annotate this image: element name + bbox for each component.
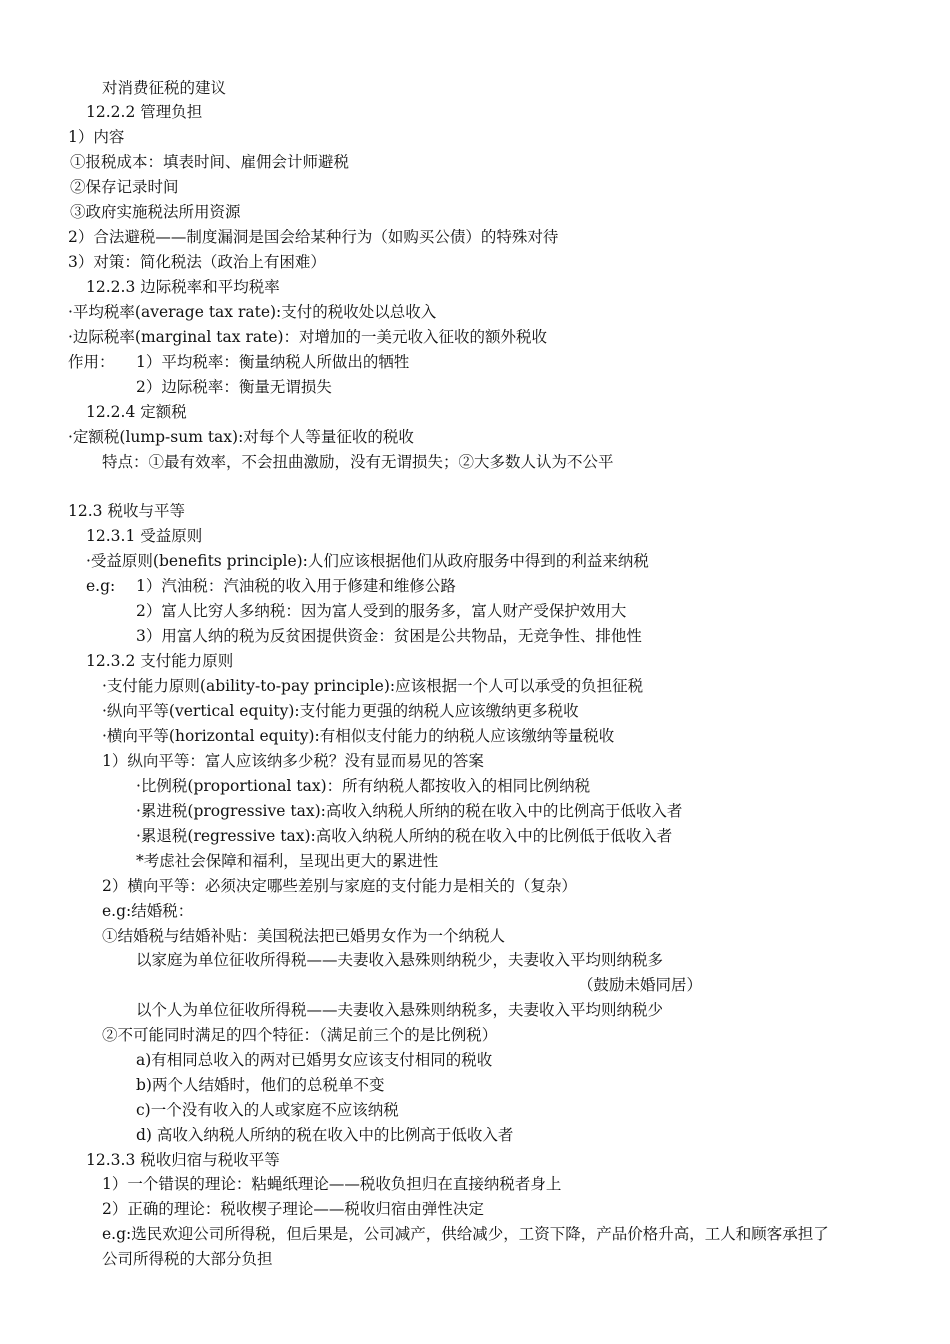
text-line: ·比例税(proportional tax)：所有纳税人都按收入的相同比例纳税	[136, 777, 591, 795]
text-line: ·横向平等(horizontal equity):有相似支付能力的纳税人应该缴纳等量税收	[102, 727, 615, 745]
text-line: 特点：①最有效率，不会扭曲激励，没有无谓损失；②大多数人认为不公平	[102, 453, 614, 471]
section-heading: 12.2.2 管理负担	[86, 103, 203, 121]
section-heading: 12.3 税收与平等	[68, 502, 185, 520]
text-line: a)有相同总收入的两对已婚男女应该支付相同的税收	[136, 1051, 493, 1069]
text-line: ·边际税率(marginal tax rate)：对增加的一美元收入征收的额外税收	[68, 328, 548, 346]
text-line: ·累退税(regressive tax):高收入纳税人所纳的税在收入中的比例低于低收入者	[136, 827, 673, 845]
text-line: ·平均税率(average tax rate):支付的税收处以总收入	[68, 303, 437, 321]
text-line: 1）平均税率：衡量纳税人所做出的牺牲	[136, 353, 410, 371]
text-line: 1）汽油税：汽油税的收入用于修建和维修公路	[136, 577, 456, 595]
text-line: 对消费征税的建议	[102, 79, 227, 97]
text-line: 2）边际税率：衡量无谓损失	[136, 378, 332, 396]
text-line: e.g:	[86, 577, 116, 595]
text-line: 以个人为单位征收所得税——夫妻收入悬殊则纳税多，夫妻收入平均则纳税少	[136, 1001, 664, 1019]
text-line: 3）对策：简化税法（政治上有困难）	[68, 253, 326, 271]
text-line: 公司所得税的大部分负担	[102, 1250, 273, 1268]
text-line: e.g:选民欢迎公司所得税，但后果是，公司减产，供给减少，工资下降，产品价格升高，工人和顾客承担了	[102, 1225, 829, 1243]
text-line: 1）一个错误的理论：粘蝇纸理论——税收负担归在直接纳税者身上	[102, 1175, 562, 1193]
text-line: ·定额税(lump-sum tax):对每个人等量征收的税收	[68, 428, 414, 446]
section-heading: 12.3.2 支付能力原则	[86, 652, 234, 670]
text-line: 2）合法避税——制度漏洞是国会给某种行为（如购买公债）的特殊对待	[68, 228, 559, 246]
text-line: 2）富人比穷人多纳税：因为富人受到的服务多，富人财产受保护效用大	[136, 602, 627, 620]
text-line: 1）内容	[68, 128, 125, 146]
text-line: 2）横向平等：必须决定哪些差别与家庭的支付能力是相关的（复杂）	[102, 877, 577, 895]
text-line: ①结婚税与结婚补贴：美国税法把已婚男女作为一个纳税人	[102, 927, 506, 945]
text-line: ①报税成本：填表时间、雇佣会计师避税	[70, 153, 350, 171]
text-line: 1）纵向平等：富人应该纳多少税？没有显而易见的答案	[102, 752, 484, 770]
section-heading: 12.2.4 定额税	[86, 403, 187, 421]
text-line: ·支付能力原则(ability-to-pay principle):应该根据一个人可以承受的负担征税	[102, 677, 644, 695]
text-line: *考虑社会保障和福利，呈现出更大的累进性	[136, 852, 439, 870]
text-line: b)两个人结婚时，他们的总税单不变	[136, 1076, 385, 1094]
text-line: 以家庭为单位征收所得税——夫妻收入悬殊则纳税少，夫妻收入平均则纳税多	[136, 951, 664, 969]
text-line: ·纵向平等(vertical equity):支付能力更强的纳税人应该缴纳更多税收	[102, 702, 579, 720]
text-line: d) 高收入纳税人所纳的税在收入中的比例高于低收入者	[136, 1126, 514, 1144]
section-heading: 12.3.1 受益原则	[86, 527, 203, 545]
text-line: c)一个没有收入的人或家庭不应该纳税	[136, 1101, 399, 1119]
section-heading: 12.2.3 边际税率和平均税率	[86, 278, 280, 296]
text-line: 3）用富人纳的税为反贫困提供资金：贫困是公共物品，无竞争性、排他性	[136, 627, 642, 645]
text-line: 2）正确的理论：税收楔子理论——税收归宿由弹性决定	[102, 1200, 484, 1218]
text-line: （鼓励未婚同居）	[578, 976, 703, 994]
text-line: ·受益原则(benefits principle):人们应该根据他们从政府服务中得到的利益来纳税	[86, 552, 649, 570]
text-line: ②保存记录时间	[70, 178, 179, 196]
text-line: ③政府实施税法所用资源	[70, 203, 241, 221]
text-line: 作用：	[68, 353, 115, 371]
section-heading: 12.3.3 税收归宿与税收平等	[86, 1151, 280, 1169]
text-line: e.g:结婚税：	[102, 902, 194, 920]
text-line: ②不可能同时满足的四个特征：（满足前三个的是比例税）	[102, 1026, 498, 1044]
text-line: ·累进税(progressive tax):高收入纳税人所纳的税在收入中的比例高于低收入者	[136, 802, 683, 820]
